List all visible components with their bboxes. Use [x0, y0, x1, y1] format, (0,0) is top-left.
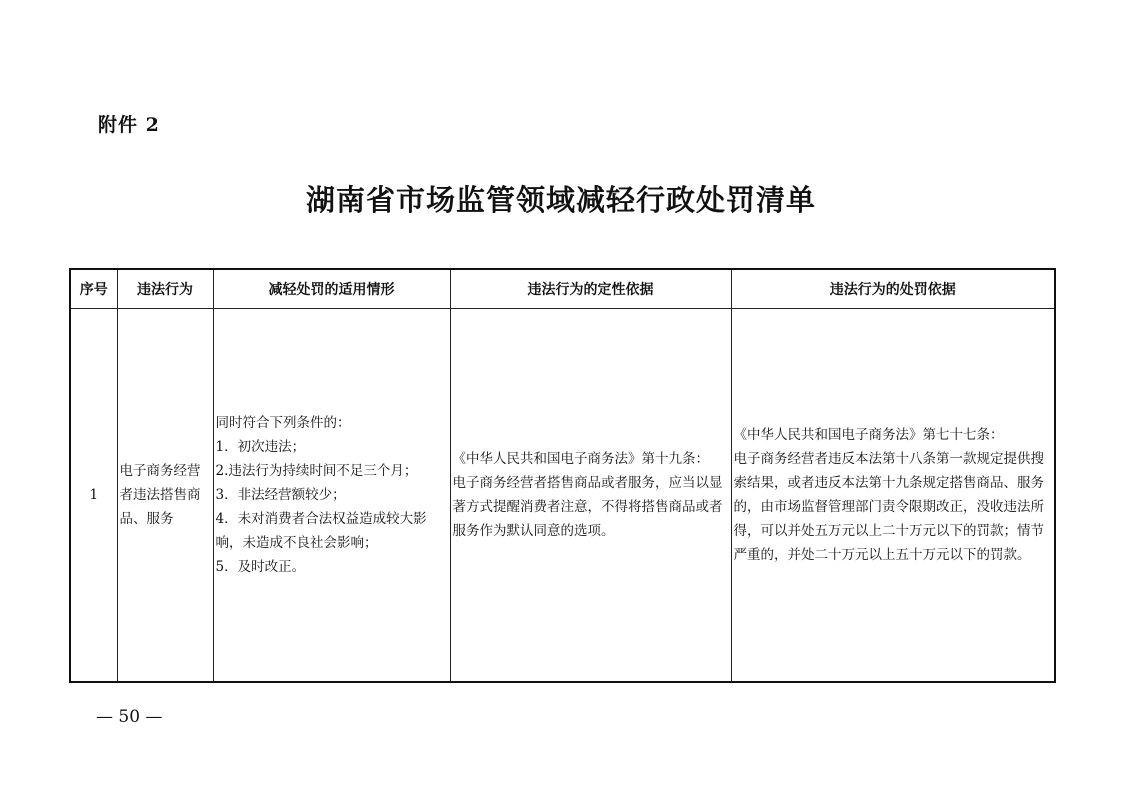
table-row: [70, 309, 1055, 683]
condition-item: 1．初次违法；: [215, 439, 306, 455]
condition-item: 3．非法经营额较少；: [215, 487, 346, 503]
condition-intro: 同时符合下列条件的：: [215, 415, 351, 431]
condition-item: 4．未对消费者合法权益造成较大影响，未造成不良社会影响；: [215, 511, 427, 551]
document-title: 湖南省市场监管领域减轻行政处罚清单: [305, 183, 816, 217]
header-conditions: 减轻处罚的适用情形: [213, 269, 450, 309]
row-violation-cell: [117, 309, 213, 683]
header-violation: 违法行为: [117, 269, 213, 309]
penalty-list-table: [69, 268, 1056, 683]
basis-text: 电子商务经营者搭售商品或者服务，应当以显著方式提醒消费者注意，不得将搭售商品或者服务作为默认同意的选项。: [452, 475, 723, 539]
condition-item: 5．及时改正。: [215, 559, 306, 575]
basis-article: 《中华人民共和国电子商务法》第十九条：: [452, 451, 709, 467]
page-number: — 50 —: [96, 707, 163, 727]
attachment-label: 附件 2: [98, 114, 160, 136]
table-header-row: [70, 269, 1055, 309]
row-violation: 电子商务经营者违法搭售商品、服务: [119, 463, 201, 527]
row-penalty-basis-cell: [731, 309, 1055, 683]
row-serial: 1: [70, 309, 117, 683]
header-basis: 违法行为的定性依据: [450, 269, 731, 309]
condition-item: 2.违法行为持续时间不足三个月；: [215, 463, 418, 479]
row-basis-cell: [450, 309, 731, 683]
penalty-text: 电子商务经营者违反本法第十八条第一款规定提供搜索结果，或者违反本法第十九条规定搭售商品、服务的，由市场监督管理部门责令限期改正，没收违法所得，可以并处五万元以上二十万元以下的罚款；情节严重的，并处二十万元以上五十万元以下的罚款。: [733, 451, 1044, 563]
header-penalty-basis: 违法行为的处罚依据: [731, 269, 1055, 309]
penalty-article: 《中华人民共和国电子商务法》第七十七条：: [733, 427, 1004, 443]
header-serial: 序号: [70, 269, 117, 309]
row-conditions-cell: [213, 309, 450, 683]
